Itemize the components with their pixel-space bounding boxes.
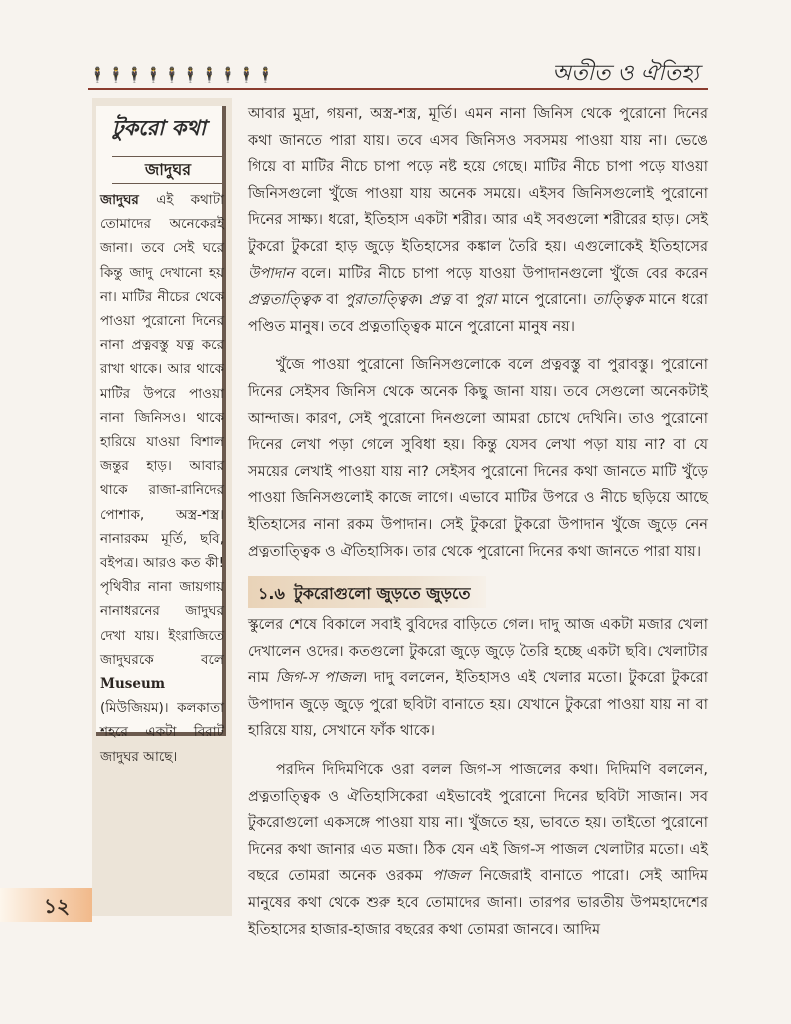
sidebar-text xyxy=(100,188,224,769)
term-puzzle: পাজল xyxy=(432,867,471,885)
p1-text-d: । xyxy=(417,291,429,309)
paragraph-2: খুঁজে পাওয়া পুরোনো জিনিসগুলোকে বলে প্রত্নবস্তু বা পুরাবস্তু। পুরোনো দিনের সেইসব জিনিস থেকে অনেক কিছু জানা যায়। তবে সেগুলো অনেকটাই আন্দাজ। কারণ, সেই পুরোনো দিনগুলো আমরা চোখে দেখিনি। তাও পুরোনো দিনের লেখা পড়া গেলে সুবিধা হয়। কিন্তু যেসব লেখা পড়া যায় না? বা যে সময়ের লেখাই পাওয়া যায় না? সেইসব পুরোনো দিনের কথা জানতে মাটি খুঁড়ে পাওয়া জিনিসগুলোই কাজে লাগে। এভাবে মাটির উপরে ও নীচে ছড়িয়ে আছে ইতিহাসের নানা রকম উপাদান। সেই টুকরো টুকরো উপাদান খুঁজে জুড়ে নেন প্রত্নতাত্ত্বিক ও ঐতিহাসিক। তার থেকে পুরোনো দিনের কথা জানতে পারা যায়। xyxy=(248,356,708,560)
section-title: টুকরোগুলো জুড়তে জুড়তে xyxy=(294,584,471,603)
main-text-block-2 xyxy=(248,612,708,943)
p1-text-e: বা xyxy=(450,291,475,309)
p1-text-c: বা xyxy=(320,291,345,309)
sidebar-text-part-2: (মিউজিয়ম)। কলকাতা শহরে একটা বিরাট জাদুঘর আছে। xyxy=(100,700,224,765)
main-text-block-1 xyxy=(248,101,708,565)
sidebar-heading: টুকরো কথা xyxy=(112,115,206,140)
p1-text-b: বলে। মাটির নীচে চাপা পড়ে যাওয়া উপাদানগুলো খুঁজে বের করেন xyxy=(294,264,708,282)
sidebar-text-part-1: এই কথাটা তোমাদের অনেকেরই জানা। তবে সেই ঘরে কিন্তু জাদু দেখানো হয় না। মাটির নীচের থেকে পাওয়া পুরোনো দিনের নানা প্রত্নবস্তু যত্ন করে রাখা থাকে। আর থাকে মাটির উপরে পাওয়া নানা জিনিসও। থাকে হারিয়ে যাওয়া বিশাল জন্তুর হাড়। আবার থাকে রাজা-রানিদের পোশাক, অস্ত্র-শস্ত্র। নানারকম মূর্তি, ছবি, বইপত্র। আরও কত কী! পৃথিবীর নানা জায়গায় নানাধরনের জাদুঘর দেখা যায়। ইংরাজিতে জাদুঘরকে বলে xyxy=(100,192,224,668)
p4-text-a: পরদিন দিদিমণিকে ওরা বলল জিগ-স পাজলের কথা। দিদিমণি বললেন, প্রত্নতাত্ত্বিক ও ঐতিহাসিকেরা এইভাবেই পুরোনো দিনের ছবিটা সাজান। সব টুকরোগুলো একসঙ্গে পাওয়া যায় না। খুঁজতে হয়, ভাবতে হয়। তাইতো পুরোনো দিনের কথা জানার এত মজা। ঠিক যেন এই জিগ-স পাজল খেলাটার মতো। এই বছরে তোমরা অনেক ওরকম xyxy=(248,760,708,885)
term-pura: পুরা xyxy=(474,291,497,309)
term-jigsaw-puzzle: জিগ-স পাজল xyxy=(275,669,363,687)
p4-text-b: নিজেরাই বানাতে পারো। সেই আদিম মানুষের কথা থেকে শুরু হবে তোমাদের জানা। তারপর ভারতীয় উপমহাদেশের ইতিহাসের হাজার-হাজার বছরের কথা তোমরা জানবে। আদিম xyxy=(248,867,708,938)
paragraph-3 xyxy=(248,612,708,745)
section-number: ১.৬ xyxy=(258,584,285,603)
paragraph-4 xyxy=(248,757,708,943)
sidebar-lead-word: জাদুঘর xyxy=(100,192,139,208)
page-header-title: অতীত ও ঐতিহ্য xyxy=(552,61,699,86)
p1-text-a: আবার মুদ্রা, গয়না, অস্ত্র-শস্ত্র, মূর্তি। এমন নানা জিনিস থেকে পুরোনো দিনের কথা জানতে পারা যায়। তবে এসব জিনিসও সবসময় পাওয়া যায় না। ভেঙে গিয়ে বা মাটির নীচে চাপা পড়ে নষ্ট হয়ে গেছে। মাটির নীচে চাপা পড়ে যাওয়া জিনিসগুলো খুঁজে পাওয়া যায় অনেক সময়ে। এইসব জিনিসগুলোই পুরোনো দিনের সাক্ষ্য। ধরো, ইতিহাস একটা শরীর। আর এই সবগুলো শরীরের হাড়। সেই টুকরো টুকরো হাড় জুড়ে ইতিহাসের কঙ্কাল তৈরি হয়। এগুলোকেই ইতিহাসের xyxy=(248,105,708,255)
term-upadan: উপাদান xyxy=(248,264,295,282)
header-decoration: 🕴🕴🕴🕴🕴🕴🕴🕴🕴🕴 xyxy=(88,66,275,84)
term-puratattvik: পুরাতাত্ত্বিক xyxy=(344,291,418,309)
term-tattvik: তাত্ত্বিক xyxy=(592,291,644,309)
page-number: ১২ xyxy=(44,894,70,918)
p3-text-b: । দাদু বললেন, ইতিহাসও এই খেলার মতো। টুকরো টুকরো উপাদান জুড়ে জুড়ে পুরো ছবিটা বানাতে হয়। যেখানে টুকরো পাওয়া যায় না বা হারিয়ে যায়, সেখানে ফাঁক থাকে। xyxy=(248,669,709,740)
term-pratnatattvik: প্রত্নতাত্ত্বিক xyxy=(248,291,321,309)
paragraph-1 xyxy=(248,101,708,340)
sidebar-english-word: Museum xyxy=(100,676,166,693)
p1-text-g: মানে ধরো পণ্ডিত মানুষ। তবে প্রত্নতাত্ত্বিক মানে পুরোনো মানুষ নয়। xyxy=(248,291,708,335)
p3-text-a: স্কুলের শেষে বিকালে সবাই বুবিদের বাড়িতে গেল। দাদু আজ একটা মজার খেলা দেখালেন ওদের। কতগুলো টুকরো জুড়ে জুড়ে তৈরি হচ্ছে একটা ছবি। খেলাটার নাম xyxy=(248,616,708,687)
term-pratna: প্রত্ন xyxy=(428,291,451,309)
p1-text-f: মানে পুরোনো। xyxy=(496,291,593,309)
sidebar-subtitle: জাদুঘর xyxy=(112,156,224,184)
